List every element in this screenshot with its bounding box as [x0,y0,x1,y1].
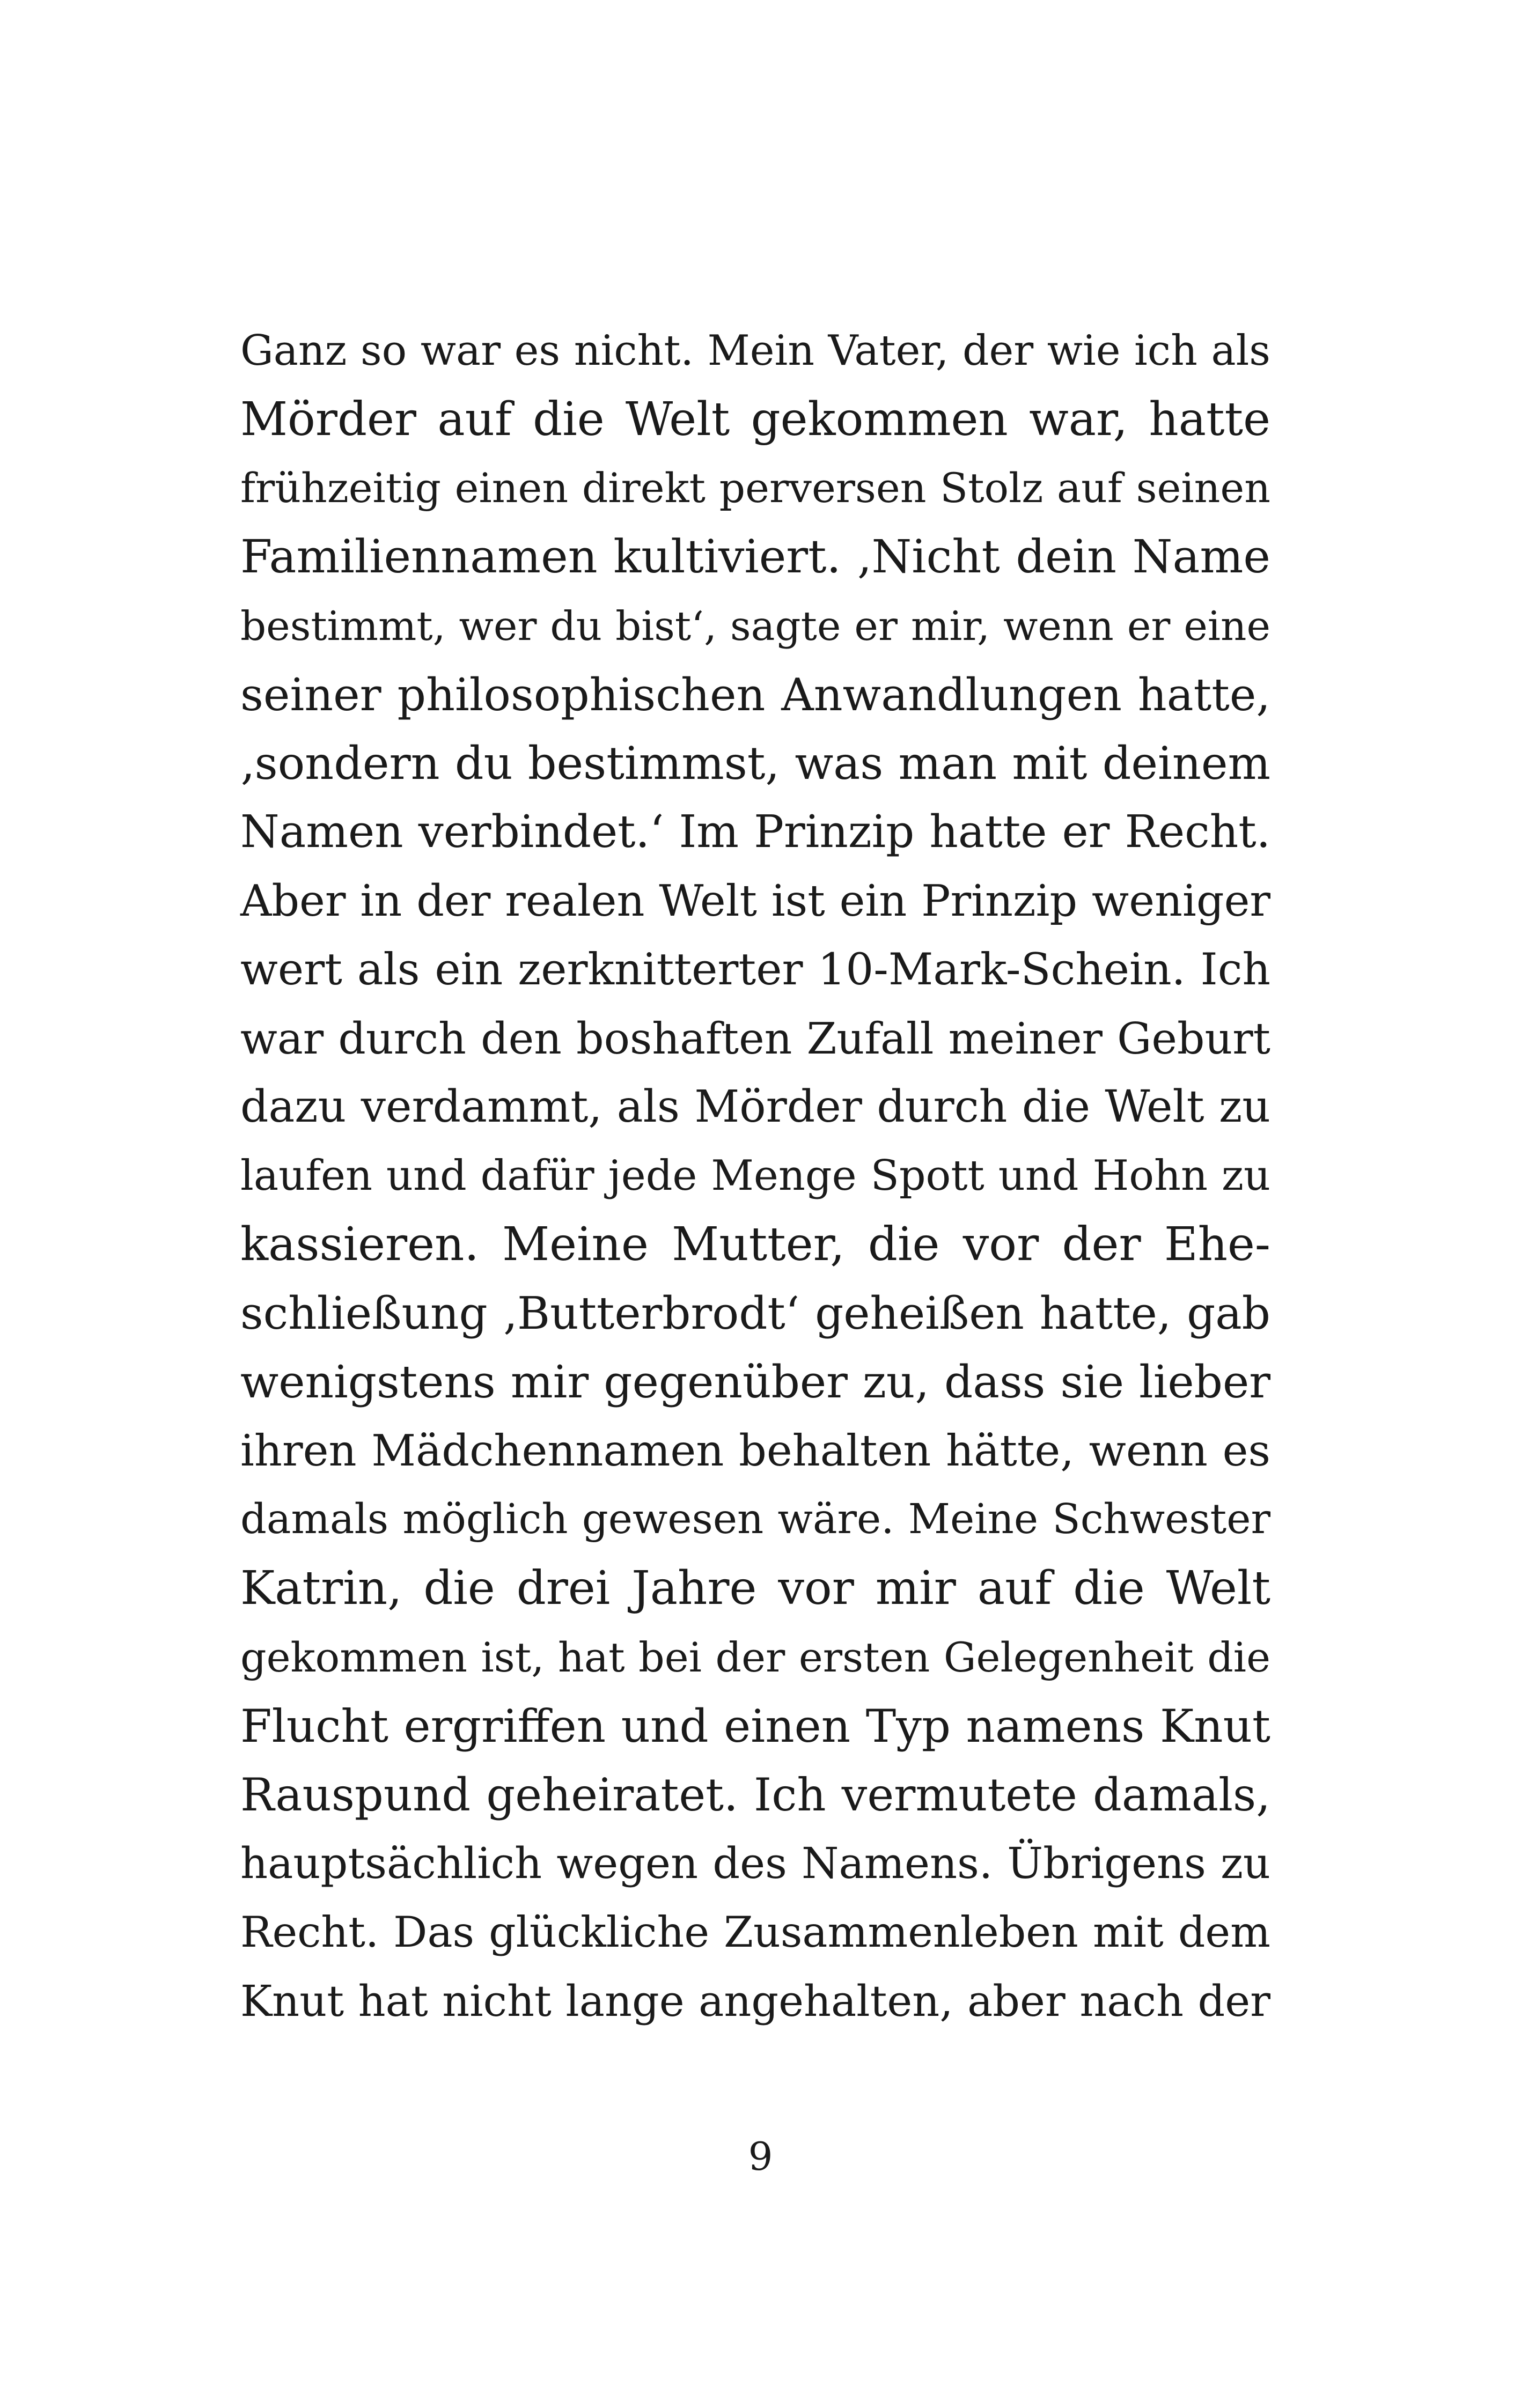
text-line: war durch den boshaften Zufall meiner Geburt [240,1013,1270,1064]
text-line: damals möglich gewesen wäre. Meine Schwester [240,1496,1270,1544]
text-line: frühzeitig einen direkt perversen Stolz auf seinen [240,465,1270,512]
text-line: Aber in der realen Welt ist ein Prinzip weniger [240,875,1270,926]
text-line: kassieren. Meine Mutter, die vor der Ehe- [240,1218,1270,1272]
page-number: 9 [748,2134,773,2179]
text-line: Familiennamen kultiviert. ‚Nicht dein Name [240,530,1270,584]
text-line: Mörder auf die Welt gekommen war, hatte [240,393,1270,447]
text-line: Ganz so war es nicht. Mein Vater, der wie ich als [240,327,1270,375]
text-line: laufen und dafür jede Menge Spott und Hohn zu [240,1152,1270,1201]
text-line: dazu verdammt, als Mörder durch die Welt zu [240,1081,1270,1133]
text-line: Rauspund geheiratet. Ich vermutete damals, [240,1768,1270,1821]
text-line: gekommen ist, hat bei der ersten Gelegenheit die [240,1633,1270,1681]
text-line: bestimmt, wer du bist‘, sagte er mir, wenn er eine [240,602,1270,650]
text-line: hauptsächlich wegen des Namens. Übrigens zu [240,1838,1270,1889]
text-line: Katrin, die drei Jahre vor mir auf die Welt [240,1562,1270,1616]
body-text [240,316,1270,2036]
text-line: ihren Mädchennamen behalten hätte, wenn es [240,1426,1270,1476]
text-line: wert als ein zerknitterter 10-Mark-Schein. Ich [240,944,1270,995]
text-line: wenigstens mir gegenüber zu, dass sie lieber [240,1356,1270,1408]
text-line: ‚sondern du bestimmst, was man mit deinem [240,737,1270,790]
text-line: seiner philosophischen Anwandlungen hatte, [240,668,1270,721]
text-line: Namen verbindet.‘ Im Prinzip hatte er Recht. [240,806,1270,858]
text-line: schließung ‚Butterbrodt‘ geheißen hatte, gab [240,1287,1270,1339]
text-line: Flucht ergriffen und einen Typ namens Knut [240,1699,1270,1752]
text-line: Knut hat nicht lange angehalten, aber nach der [240,1976,1270,2026]
text-line: Recht. Das glückliche Zusammenleben mit dem [240,1908,1270,1957]
